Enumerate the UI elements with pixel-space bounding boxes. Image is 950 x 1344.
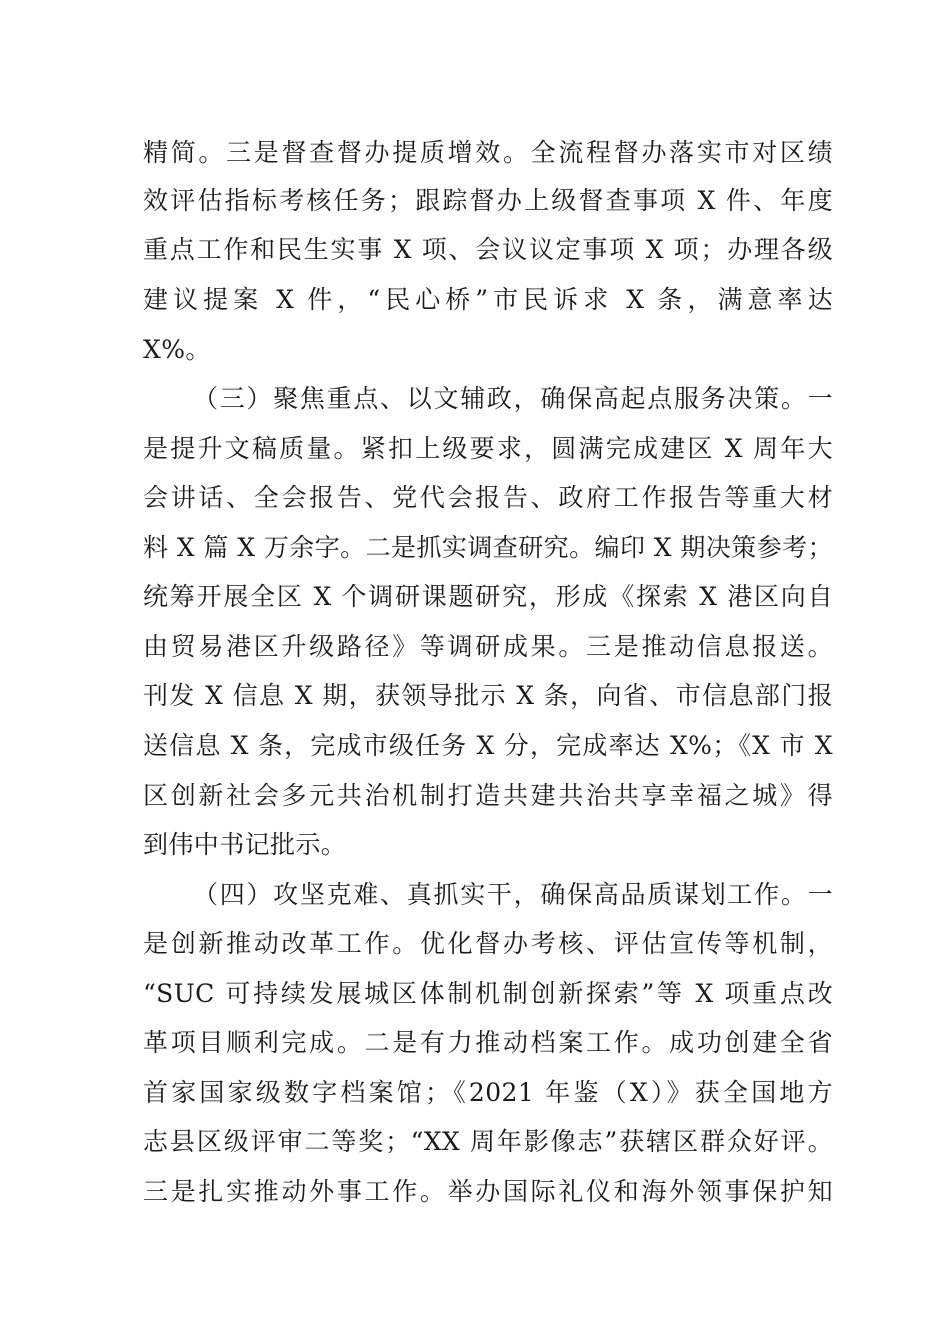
- text-line: X%。: [143, 335, 211, 364]
- text-line: 三是扎实推动外事工作。举办国际礼仪和海外领事保护知: [143, 1177, 833, 1206]
- text-line: 精简。三是督查督办提质增效。全流程督办落实市对区绩: [143, 138, 833, 167]
- text-line: 重点工作和民生实事 X 项、会议议定事项 X 项；办理各级: [143, 235, 833, 264]
- text-line: 是提升文稿质量。紧扣上级要求，圆满完成建区 X 周年大: [143, 434, 833, 463]
- text-line: 区创新社会多元共治机制打造共建共治共享幸福之城》得: [143, 781, 833, 810]
- text-line: 统筹开展全区 X 个调研课题研究，形成《探索 X 港区向自: [143, 582, 833, 611]
- text-line: 是创新推动改革工作。优化督办考核、评估宣传等机制，: [143, 929, 833, 958]
- text-line: 到伟中书记批示。: [143, 830, 347, 859]
- text-line: 效评估指标考核任务；跟踪督办上级督查事项 X 件、年度: [143, 186, 833, 215]
- text-line: “SUC 可持续发展城区体制机制创新探索”等 X 项重点改: [143, 979, 833, 1008]
- text-line: 革项目顺利完成。二是有力推动档案工作。成功创建全省: [143, 1028, 833, 1057]
- text-line: 首家国家级数字档案馆；《2021 年鉴（X）》获全国地方: [143, 1078, 833, 1107]
- text-line: 料 X 篇 X 万余字。二是抓实调查研究。编印 X 期决策参考；: [143, 533, 833, 562]
- section-heading-line: （三）聚焦重点、以文辅政，确保高起点服务决策。一: [193, 384, 833, 413]
- text-line: 由贸易港区升级路径》等调研成果。三是推动信息报送。: [143, 632, 833, 661]
- text-line: 送信息 X 条，完成市级任务 X 分，完成率达 X%；《X 市 X: [143, 731, 833, 760]
- text-line: 会讲话、全会报告、党代会报告、政府工作报告等重大材: [143, 483, 833, 512]
- text-line: 建议提案 X 件，“民心桥”市民诉求 X 条，满意率达: [143, 285, 833, 314]
- section-heading-line: （四）攻坚克难、真抓实干，确保高品质谋划工作。一: [193, 880, 833, 909]
- text-line: 志县区级评审二等奖；“XX 周年影像志”获辖区群众好评。: [143, 1127, 833, 1156]
- text-line: 刊发 X 信息 X 期，获领导批示 X 条，向省、市信息部门报: [143, 681, 833, 710]
